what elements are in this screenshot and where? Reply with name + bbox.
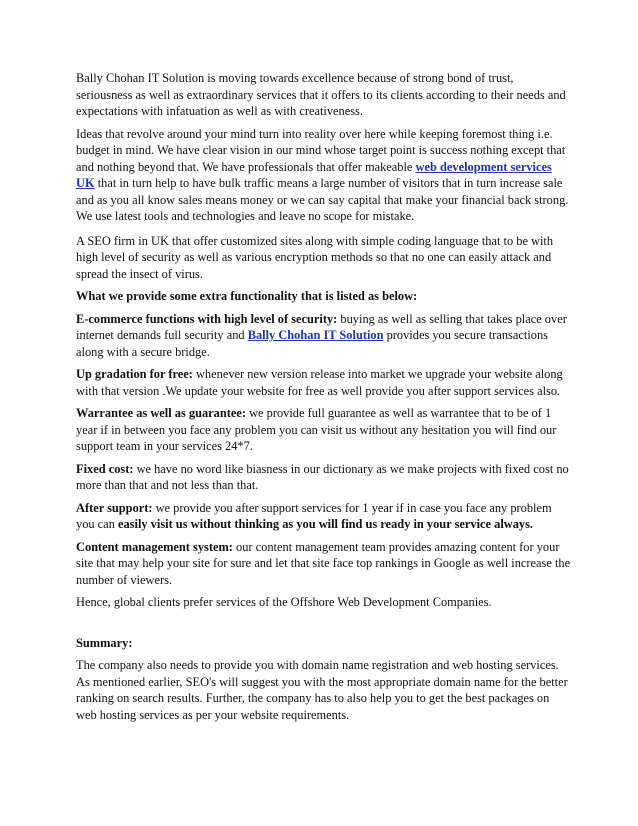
warrantee-label: Warrantee as well as guarantee: bbox=[76, 406, 246, 420]
summary-heading-text: Summary: bbox=[76, 635, 133, 650]
fixed-cost-paragraph bbox=[76, 461, 573, 494]
summary-heading bbox=[76, 635, 573, 652]
cms-label: Content management system: bbox=[76, 539, 233, 554]
upgradation-text: whenever new version release into market we upgrade your website along with that version .We update your website for free as well provide you after support services also. bbox=[76, 367, 563, 398]
after-support-paragraph bbox=[76, 500, 573, 533]
upgradation-paragraph bbox=[76, 366, 573, 399]
bally-chohan-link[interactable]: Bally Chohan IT Solution bbox=[247, 328, 384, 342]
warrantee-paragraph bbox=[76, 405, 573, 455]
ideas-paragraph bbox=[76, 126, 573, 225]
fixed-cost-label: Fixed cost: bbox=[76, 461, 134, 476]
after-support-bold-text: easily visit us without thinking as you will find us ready in your service always. bbox=[117, 517, 534, 531]
hence-paragraph: Hence, global clients prefer services of the Offshore Web Development Companies. bbox=[76, 595, 492, 609]
fixed-cost-text: we have no word like biasness in our dictionary as we make projects with fixed cost no more than that and not less than that. bbox=[76, 461, 569, 492]
ecommerce-paragraph bbox=[76, 311, 573, 361]
cms-paragraph bbox=[76, 539, 573, 589]
document-body bbox=[76, 70, 573, 729]
ecommerce-text-start: buying as well as selling that takes place over internet demands full security and bbox=[76, 311, 567, 342]
after-support-label: After support: bbox=[76, 500, 153, 515]
functionality-heading-text: What we provide some extra functionality that is listed as below: bbox=[76, 289, 418, 303]
functionality-heading bbox=[76, 288, 573, 305]
cms-text: our content management team provides amazing content for your site that may help your site for sure and let that site face top rankings in Google as well increase the number of viewers. bbox=[76, 539, 571, 587]
ideas-text-start: Ideas that revolve around your mind turn into reality over here while keeping foremost thing i.e. budget in mind. We have clear vision in our mind whose target point is success nothing except that and nothing beyond that. We have professionals that offer makeable bbox=[76, 126, 566, 174]
seo-paragraph: A SEO firm in UK that offer customized sites along with simple coding language that to be with high level of security as well as various encryption methods so that no one can easily attack and spread the insect of virus. bbox=[76, 233, 554, 281]
web-development-link[interactable]: web development services UK bbox=[76, 159, 552, 190]
ecommerce-text-end: provides you secure transactions along with a secure bridge. bbox=[76, 328, 548, 359]
after-support-text: we provide you after support services for 1 year if in case you face any problem you can bbox=[76, 500, 552, 531]
ideas-text-end: that in turn help to have bulk traffic means a large number of visitors that in turn increase sale and as you all know sales means money or we can say capital that make your financial back strong. We use latest tools and technologies and leave no scope for mistake. bbox=[76, 176, 569, 223]
intro-paragraph: Bally Chohan IT Solution is moving towards excellence because of strong bond of trust, seriousness as well as extraordinary services that it offers to its clients according to their needs and expectations with infatuation as well as with creativeness. bbox=[76, 71, 566, 118]
upgradation-label: Up gradation for free: bbox=[76, 367, 193, 381]
ecommerce-label: E-commerce functions with high level of security: bbox=[76, 311, 338, 326]
warrantee-text: we provide full guarantee as well as warrantee that to be of 1 year if in between you face any problem you can visit us without any hesitation you will find our support team in your services 24*7. bbox=[76, 406, 557, 453]
summary-paragraph: The company also needs to provide you with domain name registration and web hosting services. As mentioned earlier, SEO's will suggest you with the most appropriate domain name for the better ranking on search results. Further, the company has to also help you to get the best packages on web hosting services as per your website requirements. bbox=[76, 658, 568, 722]
